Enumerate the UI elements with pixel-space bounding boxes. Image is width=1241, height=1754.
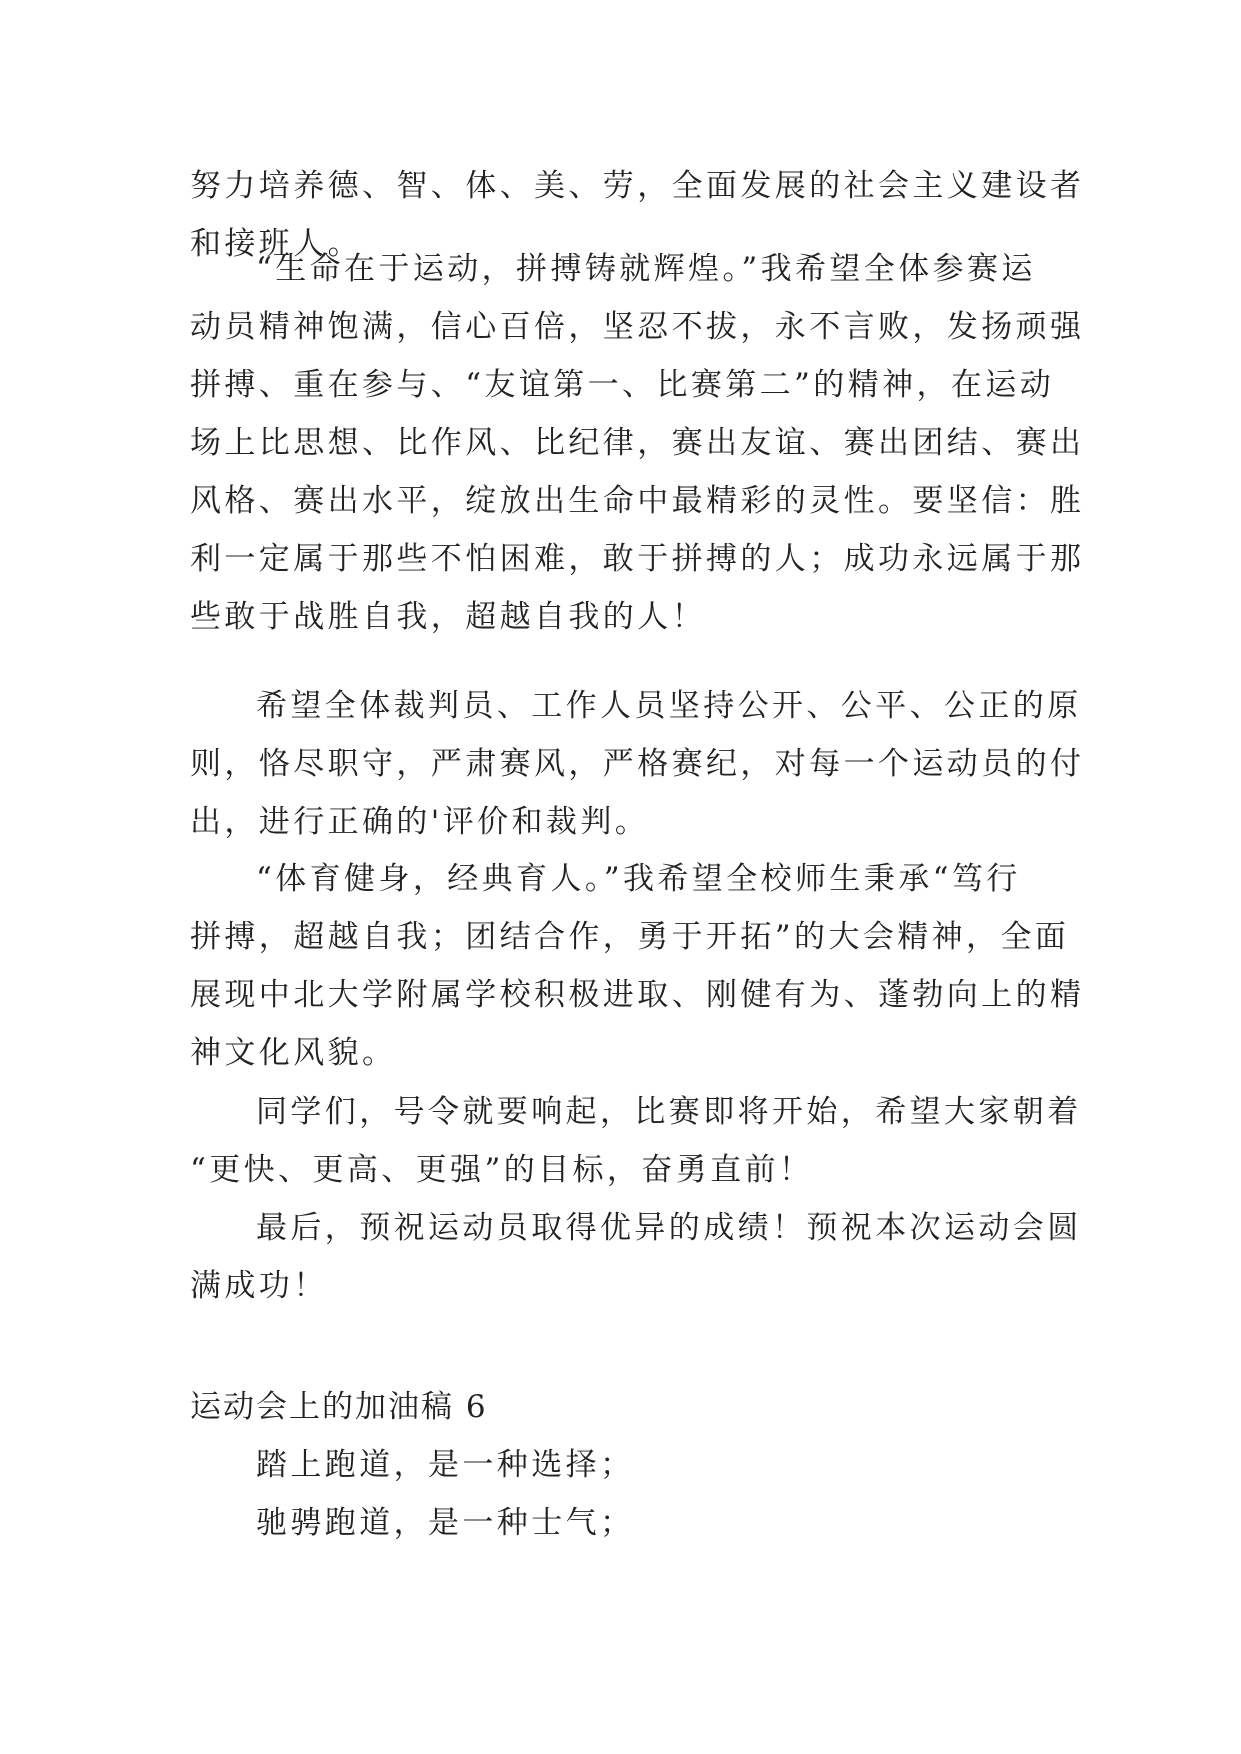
paragraph-line: 场上比思想、比作风、比纪律，赛出友谊、赛出团结、赛出	[190, 425, 1085, 461]
paragraph-6	[190, 1199, 1082, 1315]
paragraph-line: “体育健身，经典育人。”我希望全校师生秉承“笃行	[256, 861, 1021, 897]
paragraph-line: “更快、更高、更强”的目标，奋勇直前！	[190, 1152, 814, 1188]
paragraph-3	[190, 677, 1085, 851]
paragraph-line: 同学们，号令就要响起，比赛即将开始，希望大家朝着	[256, 1094, 1082, 1130]
paragraph-4	[190, 850, 1085, 1082]
section-heading: 运动会上的加油稿 6	[190, 1389, 488, 1425]
verse-line: 驰骋跑道，是一种士气；	[256, 1505, 635, 1541]
paragraph-line: 希望全体裁判员、工作人员坚持公开、公平、公正的原	[256, 688, 1082, 724]
paragraph-line: 拼搏、重在参与、“友谊第一、比赛第二”的精神，在运动	[190, 367, 1055, 403]
verse-line: 踏上跑道，是一种选择；	[256, 1447, 635, 1483]
paragraph-line: “生命在于运动，拼搏铸就辉煌。”我希望全体参赛运	[256, 251, 1036, 287]
paragraph-line: 些敢于战胜自我，超越自我的人！	[190, 599, 706, 635]
paragraph-line: 最后，预祝运动员取得优异的成绩！预祝本次运动会圆	[256, 1210, 1082, 1246]
paragraph-line: 和接班人。	[190, 226, 362, 262]
paragraph-line: 拼搏，超越自我；团结合作，勇于开拓”的大会精神，全面	[190, 919, 1070, 955]
paragraph-line: 利一定属于那些不怕困难，敢于拼搏的人；成功永远属于那	[190, 541, 1085, 577]
paragraph-2	[190, 240, 1085, 646]
paragraph-line: 努力培养德、智、体、美、劳，全面发展的社会主义建设者	[190, 168, 1085, 204]
paragraph-line: 动员精神饱满，信心百倍，坚忍不拔，永不言败，发扬顽强	[190, 309, 1085, 345]
paragraph-line: 出，进行正确的'评价和裁判。	[190, 804, 650, 840]
paragraph-line: 满成功！	[190, 1268, 328, 1304]
paragraph-line: 展现中北大学附属学校积极进取、刚健有为、蓬勃向上的精	[190, 977, 1085, 1013]
paragraph-line: 神文化风貌。	[190, 1035, 397, 1071]
paragraph-line: 则，恪尽职守，严肃赛风，严格赛纪，对每一个运动员的付	[190, 746, 1085, 782]
verse-block	[190, 1436, 1050, 1552]
paragraph-line: 风格、赛出水平，绽放出生命中最精彩的灵性。要坚信：胜	[190, 483, 1085, 519]
paragraph-5	[190, 1083, 1082, 1199]
